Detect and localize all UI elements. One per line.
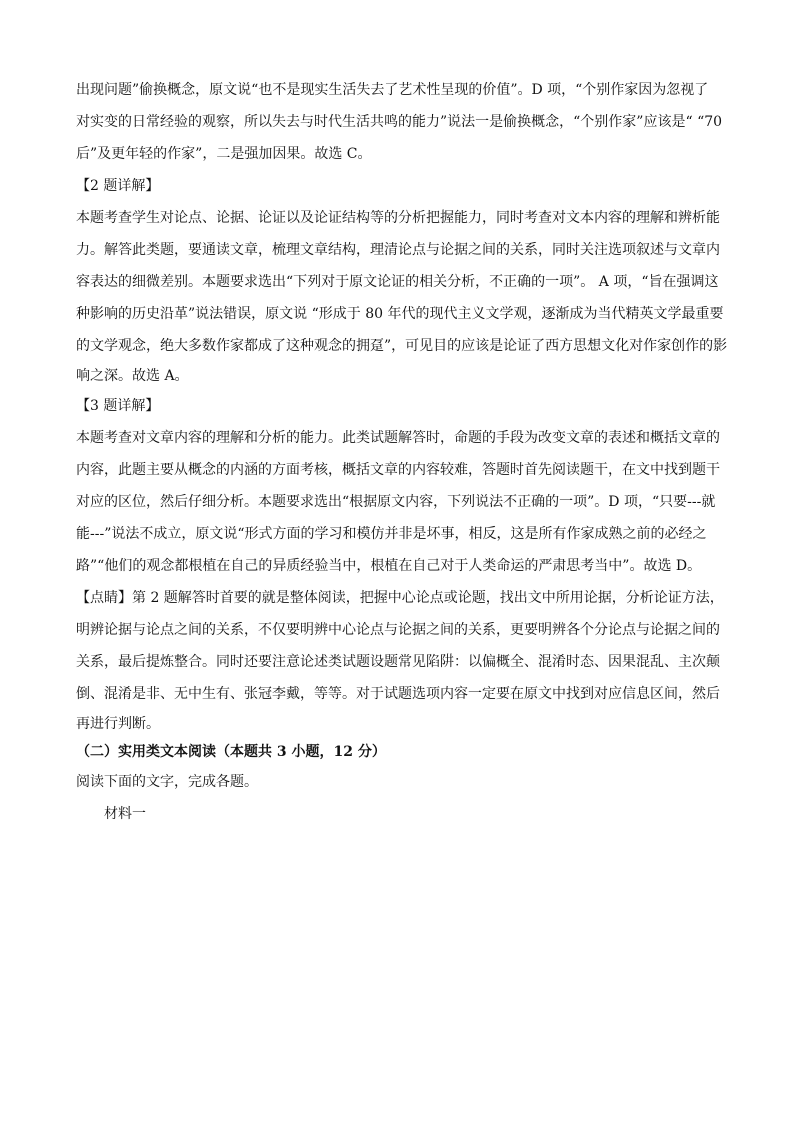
text-line: 路”“他们的观念都根植在自己的异质经验当中，根植在自己对于人类命运的严肃思考当中”。故选 D。	[76, 558, 702, 574]
text-line: 倒、混淆是非、无中生有、张冠李戴，等等。对于试题选项内容一定要在原文中找到对应信息区间，然后	[76, 686, 720, 702]
text-line: 明辨论据与论点之间的关系，不仅要明辨中心论点与论据之间的关系，更要明辨各个分论点与论据之间的	[76, 622, 720, 638]
text-line: 本题考查学生对论点、论据、论证以及论证结构等的分析把握能力，同时考查对文本内容的理解和辨析能	[76, 210, 720, 226]
text-line: 的文学观念，绝大多数作家都成了这种观念的拥趸”，可见目的应该是论证了西方思想文化对作家创作的影	[76, 338, 728, 354]
section-heading: 【2 题详解】	[76, 178, 160, 194]
text-line: 【点睛】第 2 题解答时首要的就是整体阅读，把握中心论点或论题，找出文中所用论据，分析论证方法，	[76, 590, 724, 606]
text-line: 响之深。故选 A。	[76, 368, 189, 384]
instruction-text: 阅读下面的文字，完成各题。	[76, 774, 258, 790]
text-line: 种影响的历史沿革”说法错误，原文说 “形成于 80 年代的现代主义文学观，逐渐成为当代精英文学最重要	[76, 306, 724, 322]
section-heading: 【3 题详解】	[76, 398, 160, 414]
text-line: 再进行判断。	[76, 716, 160, 732]
text-line: 后”及更年轻的作家”，二是强加因果。故选 C。	[76, 146, 372, 162]
text-line: 本题考查对文章内容的理解和分析的能力。此类试题解答时，命题的手段为改变文章的表述和概括文章的	[76, 430, 720, 446]
text-line: 对实变的日常经验的观察，所以失去与时代生活共鸣的能力”说法一是偷换概念，“个别作家”应该是“ “70	[76, 114, 723, 130]
text-line: 关系，最后提炼整合。同时还要注意论述类试题设题常见陷阱：以偏概全、混淆时态、因果混乱、主次颠	[76, 654, 720, 670]
text-line: 容表达的细微差别。本题要求选出“下列对于原文论证的相关分析，不正确的一项”。 A 项，“旨在强调这	[76, 274, 719, 290]
text-line: 能---”说法不成立，原文说“形式方面的学习和模仿并非是坏事，相反，这是所有作家成熟之前的必经之	[76, 526, 707, 542]
material-label: 材料一	[104, 806, 146, 822]
text-line: 对应的区位，然后仔细分析。本题要求选出“根据原文内容，下列说法不正确的一项”。D 项，“只要---就	[76, 494, 716, 510]
section-title: （二）实用类文本阅读（本题共 3 小题，12 分）	[76, 744, 386, 760]
text-line: 内容，此题主要从概念的内涵的方面考核，概括文章的内容较难，答题时首先阅读题干，在文中找到题干	[76, 462, 720, 478]
text-line: 力。解答此类题，要通读文章，梳理文章结构，理清论点与论据之间的关系，同时关注选项叙述与文章内	[76, 242, 720, 258]
text-line: 出现问题”偷换概念，原文说“也不是现实生活失去了艺术性呈现的价值”。D 项，“个别作家因为忽视了	[76, 82, 709, 98]
